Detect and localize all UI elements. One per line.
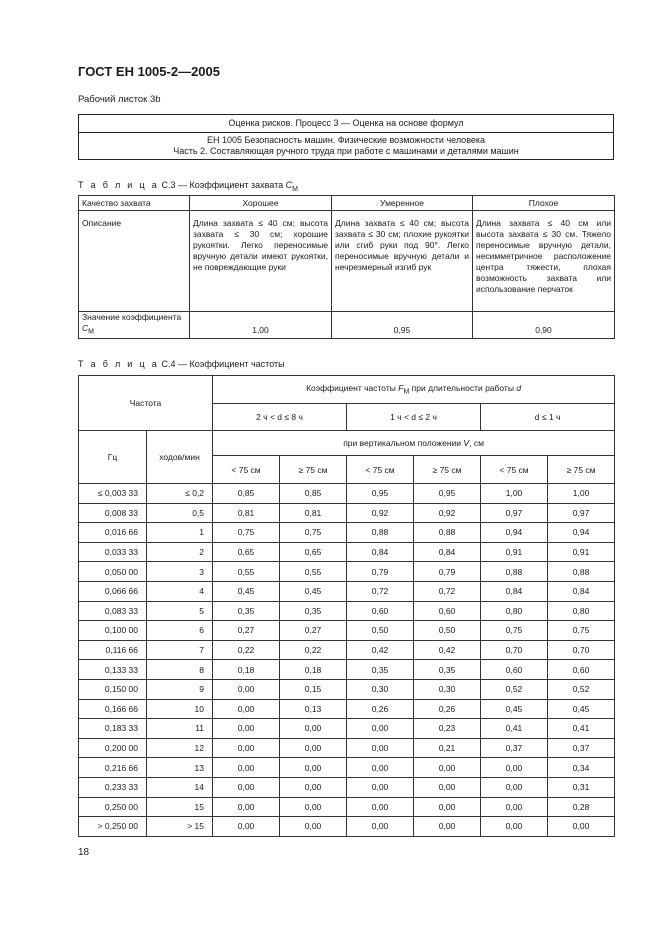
coefficient-cell: 0,27 (213, 621, 280, 641)
coefficient-cell: 0,00 (548, 817, 615, 837)
coefficient-cell: 0,28 (548, 797, 615, 817)
table-row (79, 640, 615, 660)
coefficient-cell: 0,00 (481, 797, 548, 817)
table4-duration-header: 2 ч < d ≤ 8 ч (213, 404, 347, 431)
coefficient-cell: 0,70 (548, 640, 615, 660)
coefficient-cell: 0,00 (481, 758, 548, 778)
table4-hz-header: Гц (79, 431, 147, 484)
coefficient-cell: 0,75 (481, 621, 548, 641)
table-row (79, 699, 615, 719)
assessment-title: Оценка рисков. Процесс 3 — Оценка на основе формул (228, 118, 464, 128)
strokes-per-min-cell: 11 (147, 719, 213, 739)
table3-header: Плохое (473, 196, 615, 211)
coefficient-cell: 0,26 (414, 699, 481, 719)
standard-line-2: Часть 2. Составляющая ручного труда при работе с машинами и деталями машин (173, 146, 519, 156)
table4-subheader: < 75 см (213, 456, 280, 484)
table-row (79, 601, 615, 621)
coefficient-cell: 1,00 (481, 484, 548, 504)
strokes-per-min-cell: 0,5 (147, 503, 213, 523)
assessment-title-box (78, 114, 614, 133)
coefficient-cell: 0,84 (347, 542, 414, 562)
coefficient-cell: 0,45 (548, 699, 615, 719)
strokes-per-min-cell: 9 (147, 679, 213, 699)
coefficient-cell: 0,22 (213, 640, 280, 660)
coefficient-cell: 0,60 (347, 601, 414, 621)
coefficient-cell: 0,80 (548, 601, 615, 621)
frequency-hz-cell: 0,050 00 (79, 562, 147, 582)
coefficient-cell: 0,88 (548, 562, 615, 582)
table4-subheader: ≥ 75 см (548, 456, 615, 484)
table-row (79, 581, 615, 601)
standard-line-1: ЕН 1005 Безопасность машин. Физические возможности человека (206, 135, 486, 145)
coefficient-cell: 0,60 (548, 660, 615, 680)
coefficient-cell: 0,00 (280, 777, 347, 797)
coefficient-cell: 0,91 (548, 542, 615, 562)
frequency-hz-cell: 0,233 33 (79, 777, 147, 797)
grip-coefficient-table (78, 195, 615, 339)
coefficient-cell: 0,84 (414, 542, 481, 562)
coefficient-cell: 0,22 (280, 640, 347, 660)
frequency-hz-cell: 0,183 33 (79, 719, 147, 739)
table-row (79, 719, 615, 739)
coefficient-cell: 0,94 (548, 523, 615, 543)
table3-value-label: Значение коэффициента $C_M$ (79, 312, 190, 339)
coefficient-cell: 0,50 (347, 621, 414, 641)
coefficient-cell: 0,31 (548, 777, 615, 797)
coefficient-cell: 0,00 (414, 758, 481, 778)
frequency-hz-cell: 0,250 00 (79, 797, 147, 817)
table4-frequency-header: Частота (79, 376, 213, 431)
table3-desc-cell: Длина захвата ≤ 40 см или высота захвата ≤ 30 см. Тяжело переносимые вручную детали, несимметричное расположение центра тяжести, плохая возможность захвата или использование перчаток (473, 211, 615, 312)
coefficient-cell: 0,00 (347, 797, 414, 817)
worksheet-label: Рабочий листок 3b (78, 94, 161, 105)
coefficient-cell: 0,00 (213, 738, 280, 758)
coefficient-cell: 0,97 (548, 503, 615, 523)
coefficient-cell: 0,00 (280, 719, 347, 739)
coefficient-cell: 0,79 (347, 562, 414, 582)
coefficient-cell: 0,85 (213, 484, 280, 504)
strokes-per-min-cell: ≤ 0,2 (147, 484, 213, 504)
coefficient-cell: 0,41 (481, 719, 548, 739)
frequency-hz-cell: 0,150 00 (79, 679, 147, 699)
coefficient-cell: 0,50 (414, 621, 481, 641)
table3-desc-cell: Длина захвата ≤ 40 см; высота захвата ≤ 30 см; плохие рукоятки или сгиб руки под 90°. Легко переносимые вручную детали и нечрезмерный изгиб рук (332, 211, 473, 312)
coefficient-cell: 0,00 (213, 797, 280, 817)
coefficient-cell: 0,00 (347, 738, 414, 758)
coefficient-cell: 0,27 (280, 621, 347, 641)
frequency-hz-cell: 0,033 33 (79, 542, 147, 562)
coefficient-cell: 0,18 (213, 660, 280, 680)
coefficient-cell: 0,00 (347, 758, 414, 778)
coefficient-cell: 0,75 (213, 523, 280, 543)
table4-vertical-header: при вертикальном положении V, см (213, 431, 615, 456)
coefficient-cell: 0,00 (414, 777, 481, 797)
table-row (79, 562, 615, 582)
coefficient-cell: 0,85 (280, 484, 347, 504)
coefficient-cell: 1,00 (548, 484, 615, 504)
coefficient-cell: 0,00 (414, 817, 481, 837)
coefficient-cell: 0,42 (414, 640, 481, 660)
coefficient-cell: 0,55 (213, 562, 280, 582)
coefficient-cell: 0,88 (347, 523, 414, 543)
coefficient-cell: 0,00 (213, 758, 280, 778)
coefficient-cell: 0,21 (414, 738, 481, 758)
coefficient-cell: 0,00 (481, 817, 548, 837)
strokes-per-min-cell: 3 (147, 562, 213, 582)
table-row (79, 758, 615, 778)
frequency-hz-cell: 0,200 00 (79, 738, 147, 758)
coefficient-cell: 0,35 (347, 660, 414, 680)
table-row (79, 503, 615, 523)
table-row (79, 777, 615, 797)
table3-header: Качество захвата (79, 196, 190, 211)
coefficient-cell: 0,00 (213, 777, 280, 797)
coefficient-cell: 0,79 (414, 562, 481, 582)
coefficient-cell: 0,72 (347, 581, 414, 601)
strokes-per-min-cell: 4 (147, 581, 213, 601)
coefficient-cell: 0,35 (414, 660, 481, 680)
table-row (79, 817, 615, 837)
coefficient-cell: 0,37 (548, 738, 615, 758)
table4-strokes-header: ходов/мин (147, 431, 213, 484)
table4-subheader: < 75 см (481, 456, 548, 484)
strokes-per-min-cell: 2 (147, 542, 213, 562)
table3-header: Умеренное (332, 196, 473, 211)
coefficient-cell: 0,00 (280, 797, 347, 817)
coefficient-cell: 0,75 (280, 523, 347, 543)
coefficient-cell: 0,60 (481, 660, 548, 680)
coefficient-cell: 0,00 (280, 738, 347, 758)
table4-caption: Т а б л и ц а С.4 — Коэффициент частоты (78, 359, 285, 369)
strokes-per-min-cell: 15 (147, 797, 213, 817)
frequency-hz-cell: 0,066 66 (79, 581, 147, 601)
coefficient-cell: 0,95 (347, 484, 414, 504)
coefficient-cell: 0,00 (213, 817, 280, 837)
frequency-hz-cell: 0,083 33 (79, 601, 147, 621)
document-title: ГОСТ ЕН 1005-2—2005 (78, 64, 220, 79)
table3-desc-label: Описание (79, 211, 190, 312)
coefficient-cell: 0,94 (481, 523, 548, 543)
coefficient-cell: 0,37 (481, 738, 548, 758)
coefficient-cell: 0,23 (414, 719, 481, 739)
coefficient-cell: 0,00 (481, 777, 548, 797)
coefficient-cell: 0,84 (481, 581, 548, 601)
table4-body (79, 484, 615, 837)
coefficient-cell: 0,91 (481, 542, 548, 562)
standard-reference-box (78, 133, 614, 160)
coefficient-cell: 0,52 (481, 679, 548, 699)
table-row (79, 797, 615, 817)
coefficient-cell: 0,88 (414, 523, 481, 543)
coefficient-cell: 0,70 (481, 640, 548, 660)
strokes-per-min-cell: 1 (147, 523, 213, 543)
page-number: 18 (78, 847, 90, 858)
table3-header: Хорошее (190, 196, 332, 211)
table3-value-cell: 0,95 (332, 312, 473, 339)
coefficient-cell: 0,42 (347, 640, 414, 660)
strokes-per-min-cell: 14 (147, 777, 213, 797)
table-row (79, 679, 615, 699)
coefficient-cell: 0,18 (280, 660, 347, 680)
table-row (79, 738, 615, 758)
coefficient-cell: 0,60 (414, 601, 481, 621)
coefficient-cell: 0,92 (347, 503, 414, 523)
coefficient-cell: 0,00 (280, 758, 347, 778)
coefficient-cell: 0,55 (280, 562, 347, 582)
coefficient-cell: 0,81 (280, 503, 347, 523)
table-row (79, 660, 615, 680)
coefficient-cell: 0,35 (280, 601, 347, 621)
table4-coefficient-header: Коэффициент частоты $F_M$ при длительности работы d (213, 376, 615, 404)
table-row (79, 484, 615, 504)
frequency-hz-cell: > 0,250 00 (79, 817, 147, 837)
frequency-hz-cell: ≤ 0,003 33 (79, 484, 147, 504)
table4-duration-header: 1 ч < d ≤ 2 ч (347, 404, 481, 431)
frequency-hz-cell: 0,016 66 (79, 523, 147, 543)
strokes-per-min-cell: 13 (147, 758, 213, 778)
frequency-hz-cell: 0,166 66 (79, 699, 147, 719)
table-row (79, 523, 615, 543)
coefficient-cell: 0,65 (213, 542, 280, 562)
coefficient-cell: 0,95 (414, 484, 481, 504)
coefficient-cell: 0,00 (213, 719, 280, 739)
strokes-per-min-cell: 6 (147, 621, 213, 641)
frequency-coefficient-table (78, 375, 615, 837)
coefficient-cell: 0,72 (414, 581, 481, 601)
table3-value-cell: 0,90 (473, 312, 615, 339)
coefficient-cell: 0,30 (414, 679, 481, 699)
coefficient-cell: 0,35 (213, 601, 280, 621)
table4-subheader: ≥ 75 см (414, 456, 481, 484)
coefficient-cell: 0,97 (481, 503, 548, 523)
coefficient-cell: 0,13 (280, 699, 347, 719)
table4-subheader: ≥ 75 см (280, 456, 347, 484)
coefficient-cell: 0,00 (414, 797, 481, 817)
table3-desc-cell: Длина захвата ≤ 40 см; высота захвата ≤ 30 см; хорошие рукоятки. Легко переносимые вручную детали имеют рукоятки, не повреждающие руки (190, 211, 332, 312)
coefficient-cell: 0,34 (548, 758, 615, 778)
coefficient-cell: 0,80 (481, 601, 548, 621)
coefficient-cell: 0,84 (548, 581, 615, 601)
coefficient-cell: 0,45 (280, 581, 347, 601)
coefficient-cell: 0,52 (548, 679, 615, 699)
table4-subheader: < 75 см (347, 456, 414, 484)
coefficient-cell: 0,88 (481, 562, 548, 582)
table4-duration-header: d ≤ 1 ч (481, 404, 615, 431)
coefficient-cell: 0,00 (347, 719, 414, 739)
coefficient-cell: 0,00 (347, 817, 414, 837)
frequency-hz-cell: 0,216 66 (79, 758, 147, 778)
coefficient-cell: 0,26 (347, 699, 414, 719)
frequency-hz-cell: 0,100 00 (79, 621, 147, 641)
coefficient-cell: 0,00 (213, 679, 280, 699)
table-row (79, 621, 615, 641)
table3-value-cell: 1,00 (190, 312, 332, 339)
strokes-per-min-cell: 12 (147, 738, 213, 758)
frequency-hz-cell: 0,008 33 (79, 503, 147, 523)
coefficient-cell: 0,41 (548, 719, 615, 739)
coefficient-cell: 0,00 (347, 777, 414, 797)
frequency-hz-cell: 0,133 33 (79, 660, 147, 680)
frequency-hz-cell: 0,116 66 (79, 640, 147, 660)
table-row (79, 542, 615, 562)
coefficient-cell: 0,65 (280, 542, 347, 562)
coefficient-cell: 0,92 (414, 503, 481, 523)
table3-caption: Т а б л и ц а С.3 — Коэффициент захвата $C_M$ (78, 180, 298, 193)
strokes-per-min-cell: 5 (147, 601, 213, 621)
strokes-per-min-cell: 10 (147, 699, 213, 719)
coefficient-cell: 0,45 (481, 699, 548, 719)
coefficient-cell: 0,00 (280, 817, 347, 837)
strokes-per-min-cell: > 15 (147, 817, 213, 837)
strokes-per-min-cell: 7 (147, 640, 213, 660)
coefficient-cell: 0,00 (213, 699, 280, 719)
coefficient-cell: 0,81 (213, 503, 280, 523)
coefficient-cell: 0,15 (280, 679, 347, 699)
coefficient-cell: 0,75 (548, 621, 615, 641)
coefficient-cell: 0,45 (213, 581, 280, 601)
strokes-per-min-cell: 8 (147, 660, 213, 680)
coefficient-cell: 0,30 (347, 679, 414, 699)
